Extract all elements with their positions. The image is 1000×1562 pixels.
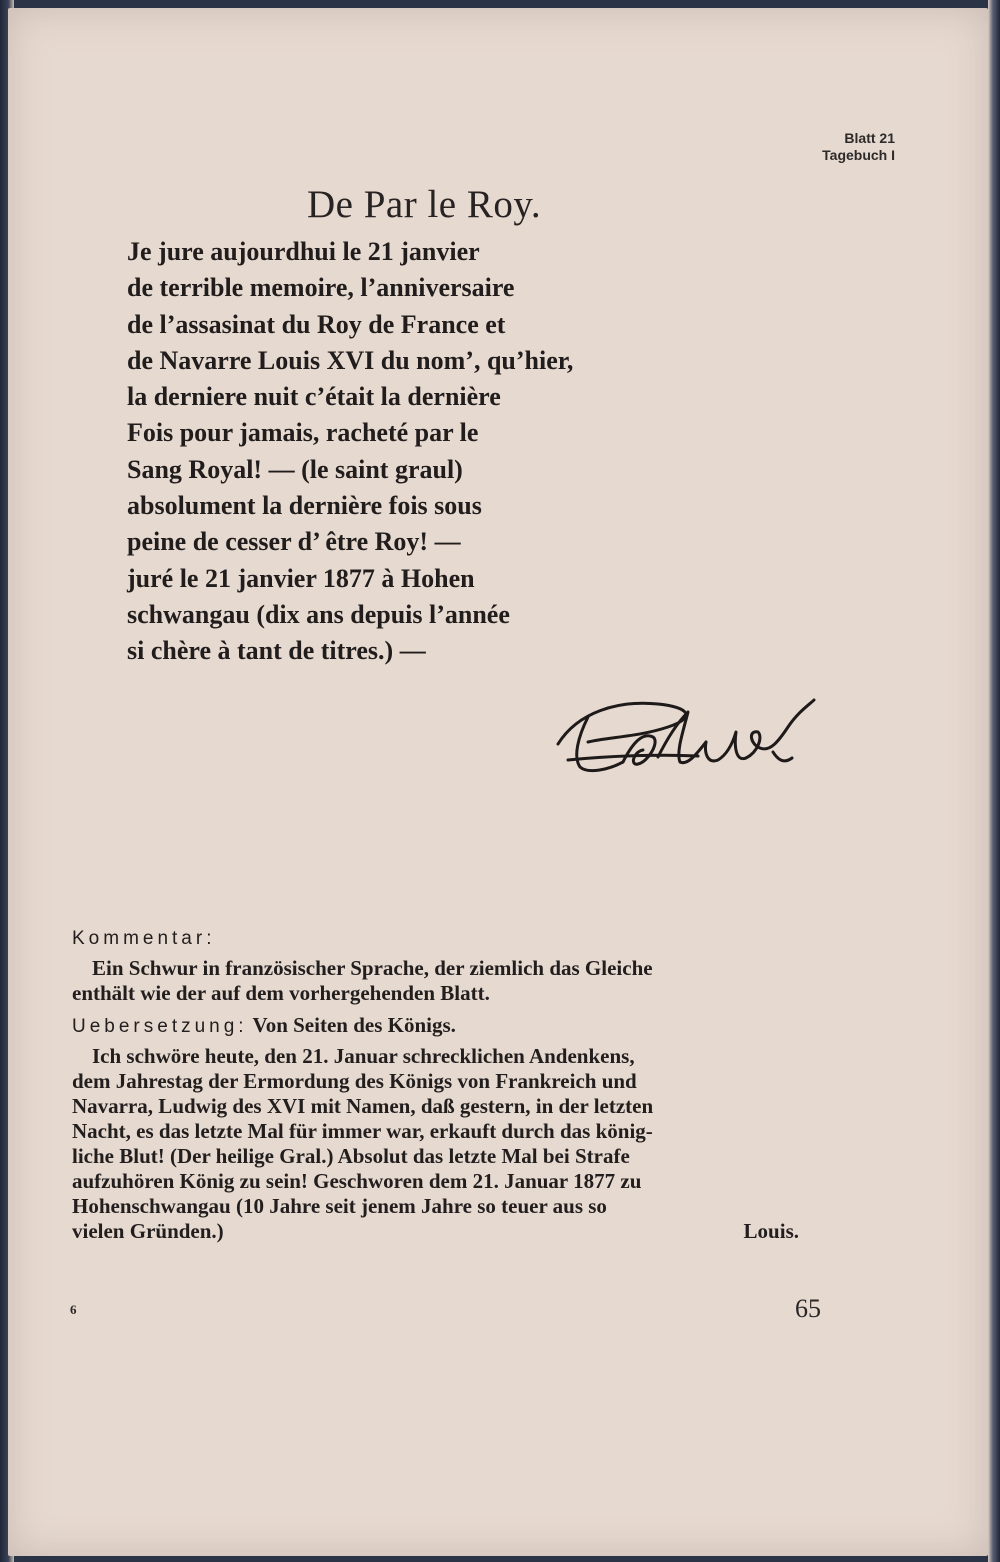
oath-line: Je jure aujourdhui le 21 janvier <box>127 237 480 266</box>
translation-line: Ich schwöre heute, den 21. Januar schrecklichen Andenkens, <box>92 1044 635 1068</box>
oath-line: de l’assasinat du Roy de France et <box>127 309 506 339</box>
sheet-reference <box>822 130 895 164</box>
sheet-ref-line: Blatt 21 <box>844 130 895 146</box>
signature-mark: 6 <box>70 1302 77 1317</box>
translation-body <box>72 1044 827 1244</box>
page-number: 65 <box>795 1294 821 1323</box>
page-title: De Par le Roy. <box>307 183 542 226</box>
book-edge <box>988 0 1000 1562</box>
translation-label: Uebersetzung: <box>72 1016 248 1037</box>
oath-line: absolument la dernière fois sous <box>127 491 482 521</box>
oath-line: Sang Royal! — (le saint graul) <box>127 454 463 484</box>
translation-title: Von Seiten des Königs. <box>252 1013 456 1037</box>
translation-line: Hohenschwangau (10 Jahre seit jenem Jahre so teuer aus so <box>72 1194 607 1218</box>
commentary-heading: Kommentar: <box>72 928 216 949</box>
oath-line: Fois pour jamais, racheté par le <box>127 418 479 448</box>
commentary-line: Ein Schwur in französischer Sprache, der ziemlich das Gleiche <box>92 956 653 980</box>
commentary-section <box>72 928 827 1244</box>
oath-text <box>127 234 727 670</box>
oath-line: la derniere nuit c’était la dernière <box>127 382 501 412</box>
translation-line: Navarra, Ludwig des XVI mit Namen, daß gestern, in der letzten <box>72 1094 654 1118</box>
translation-line: liche Blut! (Der heilige Gral.) Absolut das letzte Mal bei Strafe <box>72 1144 630 1168</box>
oath-line: peine de cesser d’ être Roy! — <box>127 527 461 557</box>
translation-line: Nacht, es das letzte Mal für immer war, erkauft durch das könig- <box>72 1119 653 1143</box>
commentary-body <box>72 956 827 1006</box>
oath-line: juré le 21 janvier 1877 à Hohen <box>127 563 475 593</box>
oath-line: de terrible memoire, l’anniversaire <box>127 273 515 303</box>
translation-signature: Louis. <box>743 1219 799 1243</box>
diary-ref-line: Tagebuch I <box>822 147 895 163</box>
translation-last-row <box>72 1219 827 1244</box>
translation-line: dem Jahrestag der Ermordung des Königs von Frankreich und <box>72 1069 637 1093</box>
oath-line: de Navarre Louis XVI du nom’, qu’hier, <box>127 345 574 375</box>
oath-line: schwangau (dix ans depuis l’année <box>127 599 510 629</box>
commentary-line: enthält wie der auf dem vorhergehenden Blatt. <box>72 981 490 1005</box>
translation-heading <box>72 1012 827 1040</box>
translation-line: aufzuhören König zu sein! Geschworen dem 21. Januar 1877 zu <box>72 1169 642 1193</box>
handwritten-signature <box>548 682 823 782</box>
translation-line: vielen Gründen.) <box>72 1219 224 1243</box>
oath-line: si chère à tant de titres.) — <box>127 636 426 666</box>
